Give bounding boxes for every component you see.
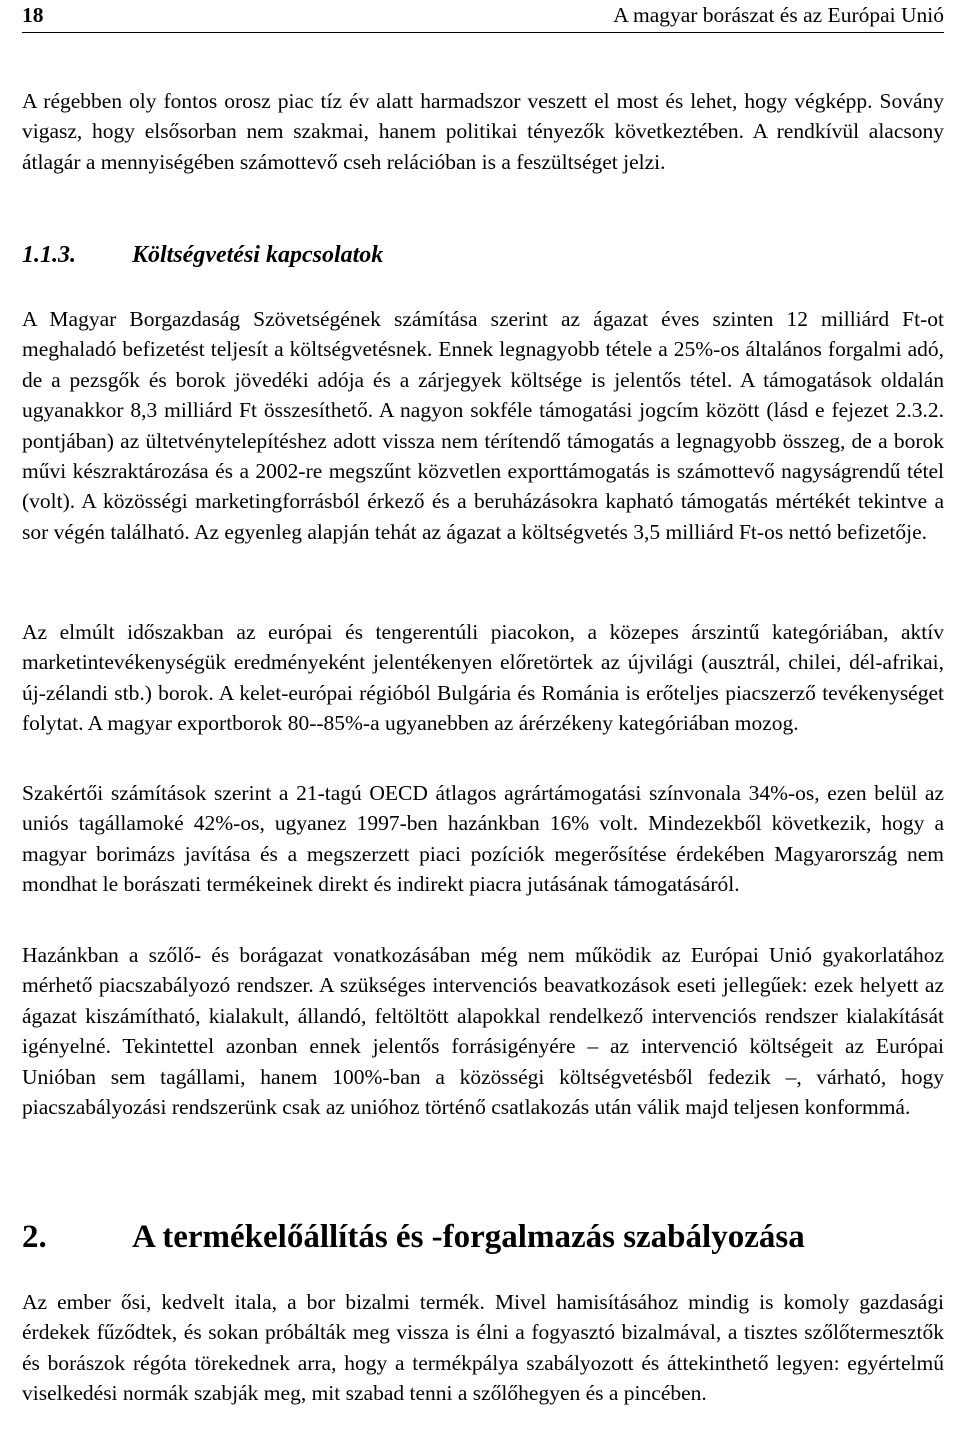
subsection-title: Költségvetési kapcsolatok <box>132 242 384 268</box>
section-title: A termékelőállítás és -forgalmazás szabályozása <box>132 1219 805 1255</box>
section-number: 2. <box>22 1219 47 1255</box>
subsection-number: 1.1.3. <box>22 242 76 268</box>
subsection-heading <box>22 238 383 272</box>
paragraph-budget: A Magyar Borgazdaság Szövetségének számítása szerint az ágazat éves szinten 12 milliárd Ft-ot meghaladó befizetést teljesít a költségvetésnek. Ennek legnagyobb tétele a 25%-os általános forgalmi adó, de a pezsgők és borok jövedéki adója és a zárjegyek költsége is jelentős tétel. A támogatások oldalán ugyanakkor 8,3 milliárd Ft összesíthető. A nagyon sokféle támogatási jogcím között (lásd e fejezet 2.3.2. pontjában) az ültetvénytelepítéshez adott vissza nem térítendő támogatás a legnagyobb összeg, de a borok művi készraktározása és a 2002-re megszűnt közvetlen exporttámogatás is számottevő nagyságrendű tétel (volt). A közösségi marketingforrásból érkező és a beruházásokra kapható támogatás mértékét tekintve a sor végén található. Az egyenleg alapján tehát az ágazat a költségvetés 3,5 milliárd Ft-os nettó befizetője. <box>22 307 944 544</box>
document-page <box>22 0 944 1406</box>
paragraph-regulation: Hazánkban a szőlő- és borágazat vonatkozásában még nem működik az Európai Unió gyakorlatához mérhető piacszabályozó rendszer. A szükséges intervenciós beavatkozások eseti jellegűek: ezek helyett az ágazat kiszámítható, kialakult, állandó, feltöltött alapokkal rendelkező intervenciós rendszer kialakítását igényelné. Tekintettel azonban ennek jelentős forrásigényére – az intervenció költségeit az Európai Unióban sem tagállami, hanem 100%-ban a közösségi költségvetésből fedezik –, várható, hogy piacszabályozási rendszerünk csak az unióhoz történő csatlakozás után válik majd teljesen konformmá. <box>22 943 944 1120</box>
running-header <box>22 0 944 33</box>
section-heading <box>22 1216 805 1258</box>
paragraph-wine: Az ember ősi, kedvelt itala, a bor bizalmi termék. Mivel hamisításához mindig is komoly gazdasági érdekek fűződtek, és sokan próbálták meg vissza is élni a fogyasztó bizalmával, a tisztes szőlőtermesztők és borászok régóta törekednek arra, hogy a termékpálya szabályozott és áttekinthető legyen: egyértelmű viselkedési normák szabják meg, mit szabad tenni a szőlőhegyen és a pincében. <box>22 1290 944 1406</box>
page-number: 18 <box>22 3 44 27</box>
paragraph-oecd: Szakértői számítások szerint a 21-tagú OECD átlagos agrártámogatási színvonala 34%-os, ezen belül az uniós tagállamoké 42%-os, ugyanez 1997-ben hazánkban 16% volt. Mindezekből következik, hogy a magyar borimázs javítása és a megszerzett piaci pozíciók megerősítése érdekében Magyarország nem mondhat le borászati termékeinek direkt és indirekt piacra jutásának támogatásáról. <box>22 781 944 897</box>
running-title: A magyar borászat és az Európai Unió <box>613 3 944 27</box>
paragraph-intro: A régebben oly fontos orosz piac tíz év alatt harmadszor veszett el most és lehet, hogy végképp. Sovány vigasz, hogy elsősorban nem szakmai, hanem politikai tényezők következtében. A rendkívül alacsony átlagár a mennyiségében számottevő cseh relációban is a feszültséget jelzi. <box>22 89 944 174</box>
paragraph-markets: Az elmúlt időszakban az európai és tengerentúli piacokon, a közepes árszintű kategóriában, aktív marketintevékenységük eredményeként jelentékenyen előretörtek az újvilági (ausztrál, chilei, dél-afrikai, új-zélandi stb.) borok. A kelet-európai régióból Bulgária és Románia is erőteljes piacszerző tevékenységet folytat. A magyar exportborok 80--85%-a ugyanebben az árérzékeny kategóriában mozog. <box>22 620 944 736</box>
